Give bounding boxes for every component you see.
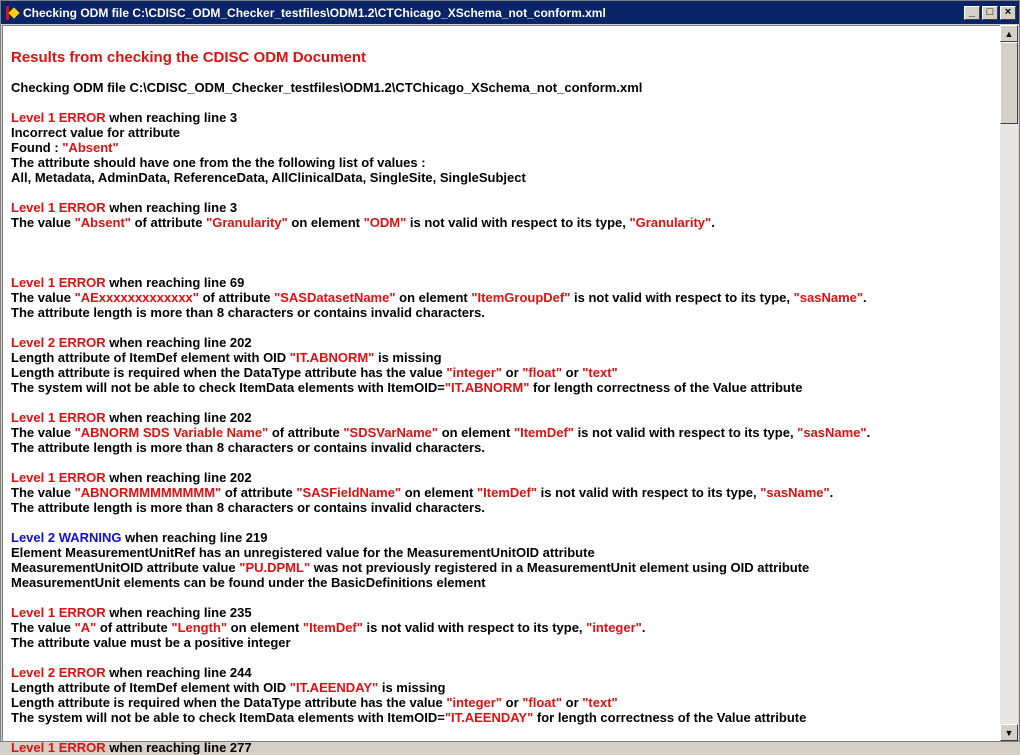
message-text: of attribute xyxy=(96,620,172,635)
report-line xyxy=(11,635,1000,650)
message-text: when reaching line 3 xyxy=(105,110,238,125)
report-line xyxy=(11,575,1000,590)
message-text: . xyxy=(829,485,834,500)
blank-line xyxy=(11,260,1000,275)
report-line xyxy=(11,695,1000,710)
message-text: MeasurementUnit elements can be found under the BasicDefinitions element xyxy=(11,575,486,590)
message-text: or xyxy=(502,695,523,710)
blank-line xyxy=(11,185,1000,200)
highlight-text: "IT.ABNORM" xyxy=(444,380,530,395)
report-view[interactable] xyxy=(2,25,1000,755)
highlight-text: "ItemDef" xyxy=(476,485,537,500)
message-text: on element xyxy=(401,485,477,500)
report-line xyxy=(11,380,1000,395)
message-text: Length attribute is required when the DataType attribute has the value xyxy=(11,695,447,710)
highlight-text: "IT.AEENDAY" xyxy=(444,710,534,725)
blank-line xyxy=(11,95,1000,110)
blank-line xyxy=(11,650,1000,665)
highlight-text: "SASDatasetName" xyxy=(274,290,396,305)
message-text: was not previously registered in a MeasurementUnit element using OID attribute xyxy=(310,560,810,575)
highlight-text: "text" xyxy=(582,365,618,380)
minimize-button[interactable]: _ xyxy=(964,6,980,20)
highlight-text: "PU.DPML" xyxy=(239,560,311,575)
highlight-text: "float" xyxy=(522,695,563,710)
message-text: when reaching line 69 xyxy=(105,275,245,290)
message-text: All, Metadata, AdminData, ReferenceData, AllClinicalData, SingleSite, SingleSubject xyxy=(11,170,526,185)
message-text: . xyxy=(711,215,715,230)
title-bar[interactable] xyxy=(1,1,1019,25)
highlight-text: Level 1 ERROR xyxy=(11,110,106,125)
app-icon[interactable] xyxy=(5,5,19,21)
message-text: on element xyxy=(395,290,472,305)
message-text: or xyxy=(562,695,583,710)
message-text: when reaching line 202 xyxy=(105,470,252,485)
message-text: MeasurementUnitOID attribute value xyxy=(11,560,240,575)
report-line xyxy=(11,140,1000,155)
message-text: The attribute length is more than 8 characters or contains invalid characters. xyxy=(11,440,485,455)
highlight-text: "sasName" xyxy=(760,485,830,500)
highlight-text: "integer" xyxy=(446,365,503,380)
highlight-text: "Length" xyxy=(171,620,228,635)
vertical-scrollbar[interactable] xyxy=(1000,25,1018,741)
message-text: The attribute value must be a positive integer xyxy=(11,635,291,650)
checking-file-line: Checking ODM file C:\CDISC_ODM_Checker_testfiles\ODM1.2\CTChicago_XSchema_not_conform.xml xyxy=(11,80,643,95)
message-text: Length attribute is required when the DataType attribute has the value xyxy=(11,365,447,380)
message-text: Incorrect value for attribute xyxy=(11,125,181,140)
report-line xyxy=(11,665,1000,680)
message-text: Found : xyxy=(11,140,63,155)
highlight-text: "ItemDef" xyxy=(513,425,574,440)
report-line xyxy=(11,440,1000,455)
highlight-text: "integer" xyxy=(586,620,642,635)
message-text: on element xyxy=(227,620,303,635)
report-line xyxy=(11,470,1000,485)
message-text: when reaching line 235 xyxy=(105,605,252,620)
maximize-button[interactable]: □ xyxy=(982,6,998,20)
blank-line xyxy=(11,590,1000,605)
message-text: when reaching line 219 xyxy=(121,530,268,545)
message-text: for length correctness of the Value attribute xyxy=(529,380,803,395)
message-text: when reaching line 3 xyxy=(105,200,238,215)
message-text: is missing xyxy=(374,350,442,365)
highlight-text: "Granularity" xyxy=(629,215,712,230)
report-line xyxy=(11,110,1000,125)
report-line xyxy=(11,170,1000,185)
highlight-text: Level 1 ERROR xyxy=(11,740,106,755)
message-text: The value xyxy=(11,290,75,305)
message-text: or xyxy=(502,365,523,380)
report-line xyxy=(11,485,1000,500)
highlight-text: "ODM" xyxy=(363,215,407,230)
message-text: on element xyxy=(287,215,364,230)
highlight-text: Level 1 ERROR xyxy=(11,200,106,215)
highlight-text: "sasName" xyxy=(797,425,867,440)
message-text: is not valid with respect to its type, xyxy=(573,425,798,440)
message-text: of attribute xyxy=(268,425,344,440)
message-text: The value xyxy=(11,485,75,500)
blank-line xyxy=(11,515,1000,530)
highlight-text: Level 2 WARNING xyxy=(11,530,122,545)
message-text: . xyxy=(641,620,646,635)
highlight-text: Level 1 ERROR xyxy=(11,275,106,290)
report-line xyxy=(11,605,1000,620)
highlight-text: "Absent" xyxy=(74,215,131,230)
blank-line xyxy=(11,230,1000,245)
report-line xyxy=(11,305,1000,320)
highlight-text: "float" xyxy=(522,365,563,380)
message-text: or xyxy=(562,365,583,380)
message-text: when reaching line 277 xyxy=(105,740,252,755)
highlight-text: Level 1 ERROR xyxy=(11,605,106,620)
message-text: The value xyxy=(11,425,75,440)
report-line xyxy=(11,350,1000,365)
message-text: when reaching line 244 xyxy=(105,665,252,680)
report-line xyxy=(11,560,1000,575)
blank-line xyxy=(11,245,1000,260)
report-line xyxy=(11,125,1000,140)
report-heading: Results from checking the CDISC ODM Document xyxy=(11,49,367,66)
report-line xyxy=(11,425,1000,440)
report-line xyxy=(11,740,1000,755)
highlight-text: Level 2 ERROR xyxy=(11,335,106,350)
message-text: The system will not be able to check ItemData elements with ItemOID= xyxy=(11,380,445,395)
report-line xyxy=(11,530,1000,545)
highlight-text: Level 1 ERROR xyxy=(11,410,106,425)
message-text: is not valid with respect to its type, xyxy=(570,290,794,305)
message-text: of attribute xyxy=(221,485,297,500)
report-lines xyxy=(11,95,1000,755)
report-line xyxy=(11,500,1000,515)
highlight-text: "AExxxxxxxxxxxxx" xyxy=(74,290,199,305)
report-content xyxy=(11,49,1000,755)
blank-line xyxy=(11,725,1000,740)
message-text: is missing xyxy=(378,680,446,695)
highlight-text: "ItemDef" xyxy=(302,620,363,635)
report-line xyxy=(11,155,1000,170)
report-line xyxy=(11,545,1000,560)
close-button[interactable]: × xyxy=(1000,6,1016,20)
blank-line xyxy=(11,320,1000,335)
highlight-text: "Granularity" xyxy=(206,215,288,230)
report-line xyxy=(11,200,1000,215)
highlight-text: "IT.ABNORM" xyxy=(289,350,375,365)
report-line xyxy=(11,410,1000,425)
message-text: The value xyxy=(11,620,75,635)
highlight-text: "ABNORMMMMMMMM" xyxy=(74,485,222,500)
message-text: is not valid with respect to its type, xyxy=(406,215,630,230)
message-text: when reaching line 202 xyxy=(105,410,252,425)
scroll-down-button[interactable]: ▼ xyxy=(1000,724,1018,741)
message-text: Element MeasurementUnitRef has an unregistered value for the MeasurementUnitOID attribute xyxy=(11,545,595,560)
message-text: on element xyxy=(438,425,514,440)
highlight-text: Level 1 ERROR xyxy=(11,470,106,485)
message-text: . xyxy=(866,425,871,440)
message-text: The attribute length is more than 8 characters or contains invalid characters. xyxy=(11,305,485,320)
message-text: is not valid with respect to its type, xyxy=(362,620,587,635)
report-line xyxy=(11,275,1000,290)
message-text: of attribute xyxy=(130,215,207,230)
report-line xyxy=(11,680,1000,695)
message-text: is not valid with respect to its type, xyxy=(537,485,761,500)
message-text: for length correctness of the Value attribute xyxy=(533,710,807,725)
report-line xyxy=(11,335,1000,350)
highlight-text: "integer" xyxy=(446,695,503,710)
highlight-text: "IT.AEENDAY" xyxy=(289,680,379,695)
highlight-text: Level 2 ERROR xyxy=(11,665,106,680)
highlight-text: "A" xyxy=(74,620,97,635)
report-line xyxy=(11,215,1000,230)
highlight-text: "SDSVarName" xyxy=(343,425,439,440)
report-line xyxy=(11,365,1000,380)
window-title: Checking ODM file C:\CDISC_ODM_Checker_testfiles\ODM1.2\CTChicago_XSchema_not_conform.xml xyxy=(23,5,606,20)
scroll-thumb[interactable] xyxy=(1000,42,1018,124)
blank-line xyxy=(11,395,1000,410)
message-text: The attribute should have one from the the following list of values : xyxy=(11,155,426,170)
message-text: Length attribute of ItemDef element with OID xyxy=(11,350,290,365)
message-text: The system will not be able to check ItemData elements with ItemOID= xyxy=(11,710,445,725)
report-line xyxy=(11,710,1000,725)
highlight-text: "sasName" xyxy=(793,290,864,305)
scroll-up-button[interactable]: ▲ xyxy=(1000,25,1018,42)
message-text: when reaching line 202 xyxy=(105,335,252,350)
blank-line xyxy=(11,455,1000,470)
message-text: of attribute xyxy=(198,290,275,305)
report-line xyxy=(11,620,1000,635)
highlight-text: "ABNORM SDS Variable Name" xyxy=(74,425,269,440)
message-text: The value xyxy=(11,215,75,230)
message-text: The attribute length is more than 8 characters or contains invalid characters. xyxy=(11,500,485,515)
highlight-text: "SASFieldName" xyxy=(296,485,402,500)
highlight-text: "text" xyxy=(582,695,618,710)
report-line xyxy=(11,290,1000,305)
highlight-text: "ItemGroupDef" xyxy=(471,290,571,305)
message-text: Length attribute of ItemDef element with OID xyxy=(11,680,290,695)
message-text: . xyxy=(863,290,867,305)
highlight-text: "Absent" xyxy=(62,140,119,155)
